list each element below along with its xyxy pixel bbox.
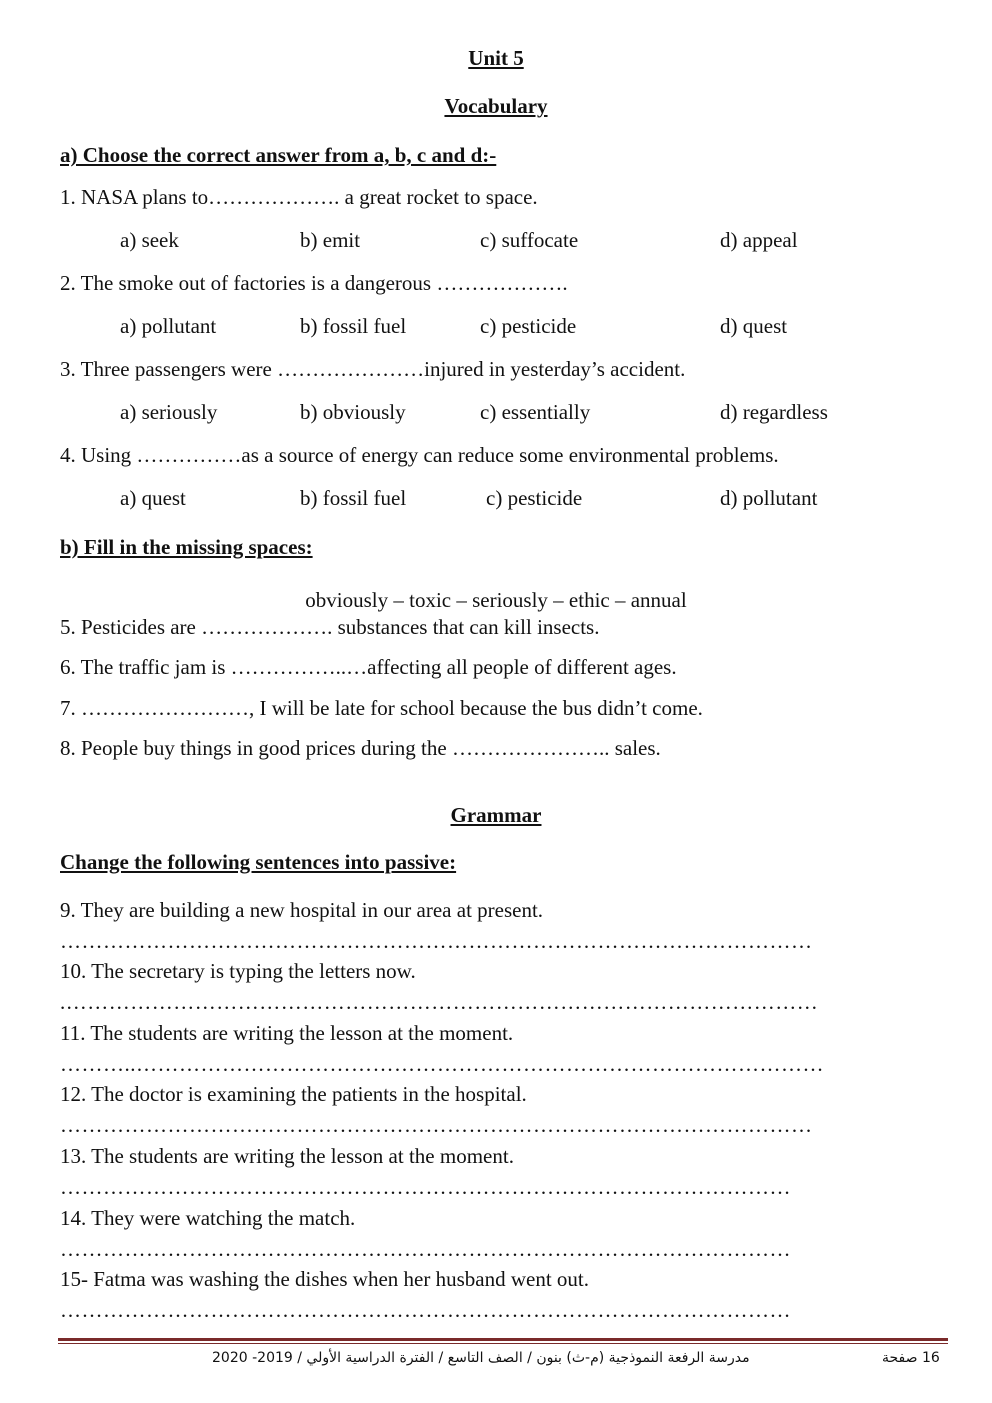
question-6: 6. The traffic jam is ……………..…affecting all people of different ages. (60, 655, 677, 679)
answer-line-13: ………………………………………………………………………………………… (60, 1175, 791, 1199)
question-4: 4. Using ……………as a source of energy can reduce some environmental problems. (60, 443, 779, 467)
answer-line-15: ………………………………………………………………………………………… (60, 1298, 791, 1322)
q3-option-b: b) obviously (300, 400, 406, 424)
question-8: 8. People buy things in good prices during the ………………….. sales. (60, 736, 661, 760)
question-2: 2. The smoke out of factories is a dangerous ………………. (60, 271, 568, 295)
question-1: 1. NASA plans to………………. a great rocket to space. (60, 185, 538, 209)
answer-line-10: .…………………………………………………………………………………………… (60, 990, 819, 1014)
question-12: 12. The doctor is examining the patients in the hospital. (60, 1082, 527, 1106)
answer-line-14: ………………………………………………………………………………………… (60, 1237, 791, 1261)
q2-option-c: c) pesticide (480, 314, 577, 338)
footer-rule-thin (58, 1343, 948, 1344)
question-13: 13. The students are writing the lesson at the moment. (60, 1144, 514, 1168)
question-3: 3. Three passengers were …………………injured in yesterday’s accident. (60, 357, 686, 381)
q4-option-c: c) pesticide (486, 486, 583, 510)
q4-option-d: d) pollutant (720, 486, 818, 510)
question-5: 5. Pesticides are ………………. substances that can kill insects. (60, 615, 600, 639)
q1-option-d: d) appeal (720, 228, 798, 252)
footer-rule-thick (58, 1338, 948, 1341)
q4-option-b: b) fossil fuel (300, 486, 407, 510)
question-15: 15- Fatma was washing the dishes when her husband went out. (60, 1267, 589, 1291)
question-10: 10. The secretary is typing the letters now. (60, 959, 416, 983)
question-14: 14. They were watching the match. (60, 1206, 356, 1230)
q4-option-a: a) quest (120, 486, 186, 510)
q2-option-a: a) pollutant (120, 314, 217, 338)
footer-school-info: مدرسة الرفعة النموذجية (م-ث) بنون / الصف التاسع / الفترة الدراسية الأولي / 2019- 2020 (212, 1350, 750, 1366)
section-a-instruction: a) Choose the correct answer from a, b, c and d:- (60, 143, 497, 167)
q3-option-d: d) regardless (720, 400, 828, 424)
vocabulary-heading: Vocabulary (444, 94, 548, 118)
q1-option-c: c) suffocate (480, 228, 579, 252)
q3-option-c: c) essentially (480, 400, 591, 424)
question-7: 7. ……………………, I will be late for school because the bus didn’t come. (60, 696, 703, 720)
section-b-instruction: b) Fill in the missing spaces: (60, 535, 313, 559)
grammar-instruction: Change the following sentences into passive: (60, 850, 457, 874)
q2-option-d: d) quest (720, 314, 788, 338)
question-11: 11. The students are writing the lesson at the moment. (60, 1021, 514, 1045)
answer-line-12: …………………………………………………………………………………………… (60, 1113, 813, 1137)
answer-line-9: …………………………………………………………………………………………… (60, 929, 813, 953)
q3-option-a: a) seriously (120, 400, 218, 424)
answer-line-11: ………..…………………………………………………………………………………… (60, 1052, 824, 1076)
q1-option-a: a) seek (120, 228, 179, 252)
word-bank: obviously – toxic – seriously – ethic – annual (305, 588, 687, 612)
question-9: 9. They are building a new hospital in our area at present. (60, 898, 544, 922)
q1-option-b: b) emit (300, 228, 361, 252)
q2-option-b: b) fossil fuel (300, 314, 407, 338)
footer-page-number: 16 صفحة (882, 1350, 940, 1366)
grammar-heading: Grammar (450, 803, 542, 827)
unit-title: Unit 5 (468, 46, 524, 70)
